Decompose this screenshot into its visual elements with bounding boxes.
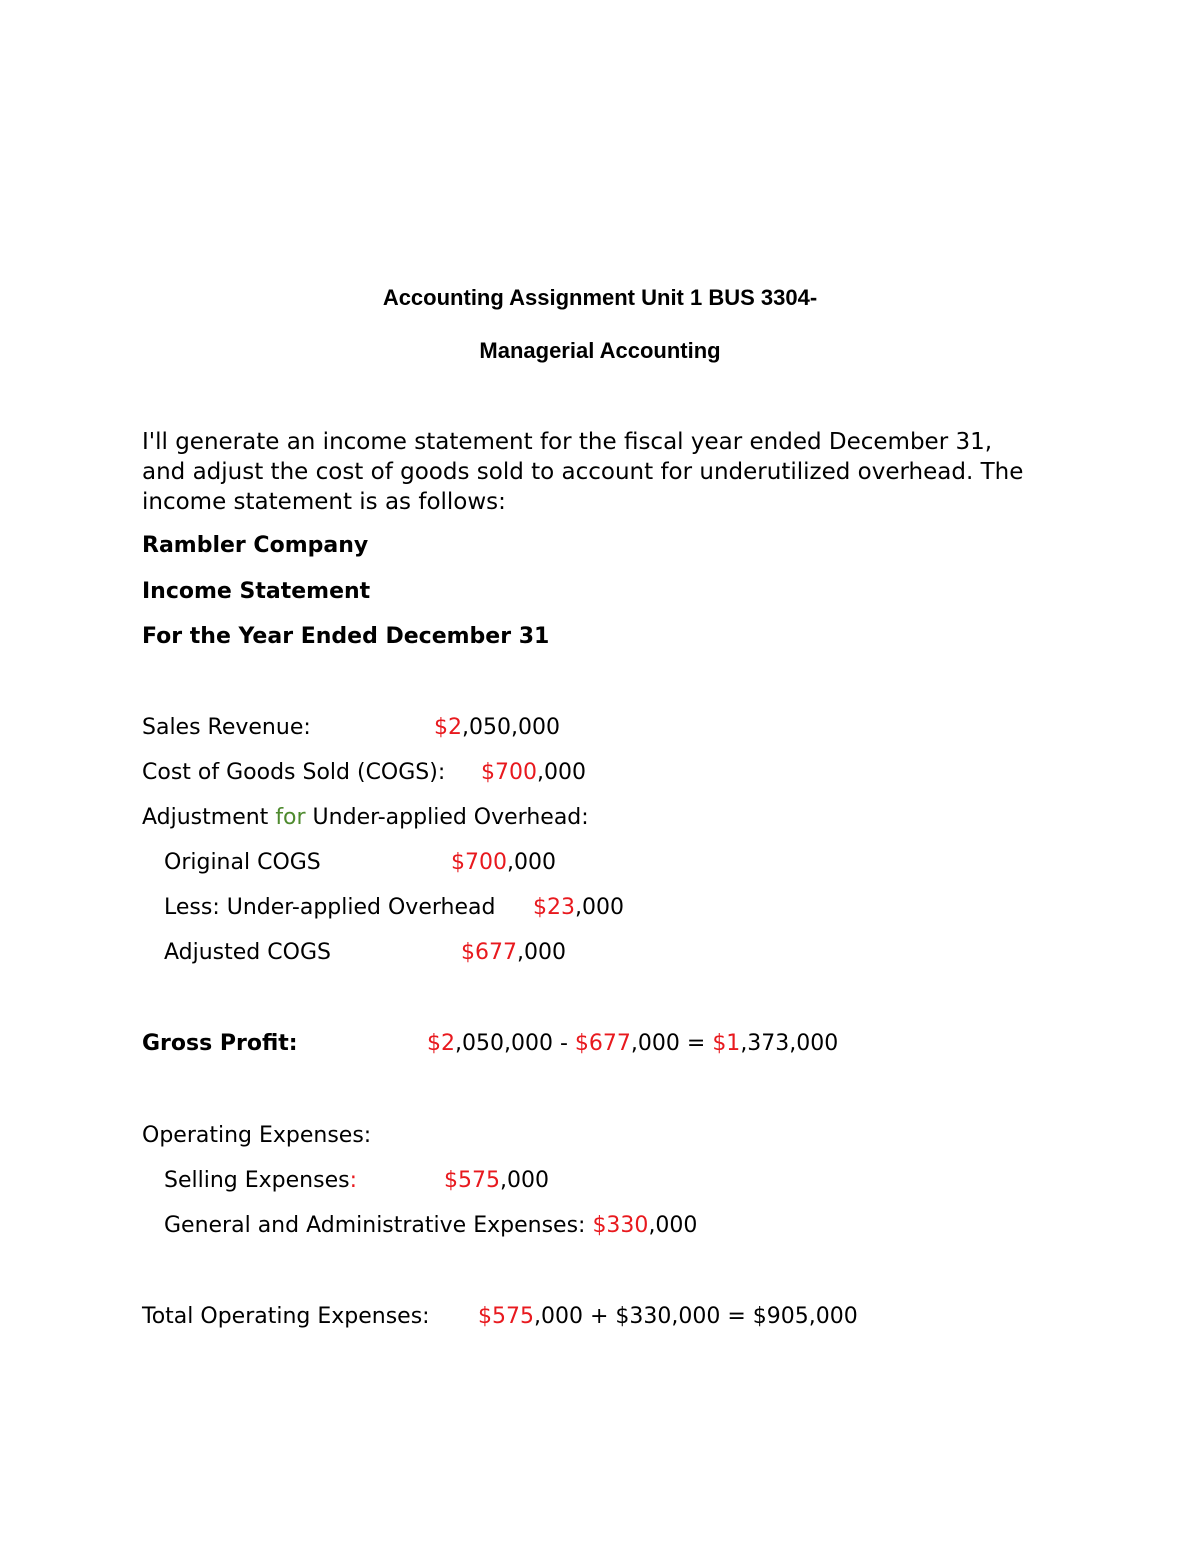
- adjustment-text: Under-applied Overhead:: [305, 805, 589, 830]
- gross-profit-value: [427, 1031, 838, 1056]
- value-rest: ,000: [507, 850, 556, 875]
- ga-expenses-label: General and Administrative Expenses:: [164, 1213, 593, 1238]
- value-dollars: $677: [461, 940, 517, 965]
- intro-paragraph: [142, 427, 1082, 517]
- ga-expenses-row: [164, 1213, 697, 1238]
- value-rest: ,000: [648, 1213, 698, 1238]
- adjusted-cogs-value: [461, 940, 566, 965]
- value-rest: ,373,000: [740, 1031, 839, 1056]
- value-rest: ,000 + $330,000 = $905,000: [534, 1304, 858, 1329]
- adjustment-label: [142, 805, 589, 830]
- document-subtitle: Managerial Accounting: [479, 338, 721, 363]
- value-rest: ,050,000: [462, 715, 560, 740]
- value-dollars: $575: [444, 1168, 500, 1193]
- selling-expenses-label: [164, 1168, 357, 1193]
- original-cogs-label: Original COGS: [164, 850, 321, 875]
- value-dollars: $1: [712, 1031, 741, 1056]
- intro-line: I'll generate an income statement for the fiscal year ended December 31,: [142, 429, 993, 455]
- original-cogs-value: [451, 850, 556, 875]
- value-rest: ,000 =: [630, 1031, 713, 1056]
- value-dollars: $330: [592, 1213, 649, 1238]
- cogs-label: Cost of Goods Sold (COGS):: [142, 760, 446, 785]
- adjusted-cogs-label: Adjusted COGS: [164, 940, 331, 965]
- document-title: Accounting Assignment Unit 1 BUS 3304-: [382, 285, 818, 310]
- total-operating-expenses-value: [478, 1304, 858, 1329]
- total-operating-expenses-label: Total Operating Expenses:: [142, 1304, 430, 1329]
- selling-expenses-value: [444, 1168, 549, 1193]
- value-rest: ,000: [575, 895, 624, 920]
- sales-revenue-label: Sales Revenue:: [142, 715, 311, 740]
- underapplied-overhead-value: [533, 895, 624, 920]
- underapplied-overhead-label: Less: Under-applied Overhead: [164, 895, 496, 920]
- value-dollars: $700: [451, 850, 507, 875]
- intro-line: income statement is as follows:: [142, 489, 506, 515]
- value-rest: ,000: [537, 760, 586, 785]
- value-dollars: $700: [481, 760, 537, 785]
- value-rest: ,000: [500, 1168, 549, 1193]
- adjustment-for: for: [275, 805, 306, 830]
- operating-expenses-label: Operating Expenses:: [142, 1123, 372, 1148]
- value-dollars: $677: [574, 1031, 631, 1056]
- sales-revenue-value: [434, 715, 560, 740]
- statement-name: Income Statement: [142, 579, 371, 604]
- value-dollars: $23: [533, 895, 575, 920]
- statement-period: For the Year Ended December 31: [142, 624, 550, 649]
- adjustment-text: Adjustment: [142, 805, 276, 830]
- value-rest: ,000: [517, 940, 566, 965]
- selling-text: Selling Expenses: [164, 1168, 350, 1193]
- company-name: Rambler Company: [142, 533, 369, 558]
- cogs-value: [481, 760, 586, 785]
- value-rest: ,050,000 -: [455, 1031, 575, 1056]
- value-dollars: $2: [427, 1031, 455, 1056]
- selling-colon: :: [349, 1168, 357, 1193]
- gross-profit-label: Gross Profit:: [142, 1031, 298, 1056]
- value-dollars: $575: [478, 1304, 534, 1329]
- intro-line: and adjust the cost of goods sold to account for underutilized overhead. The: [142, 459, 1024, 485]
- value-dollars: $2: [434, 715, 462, 740]
